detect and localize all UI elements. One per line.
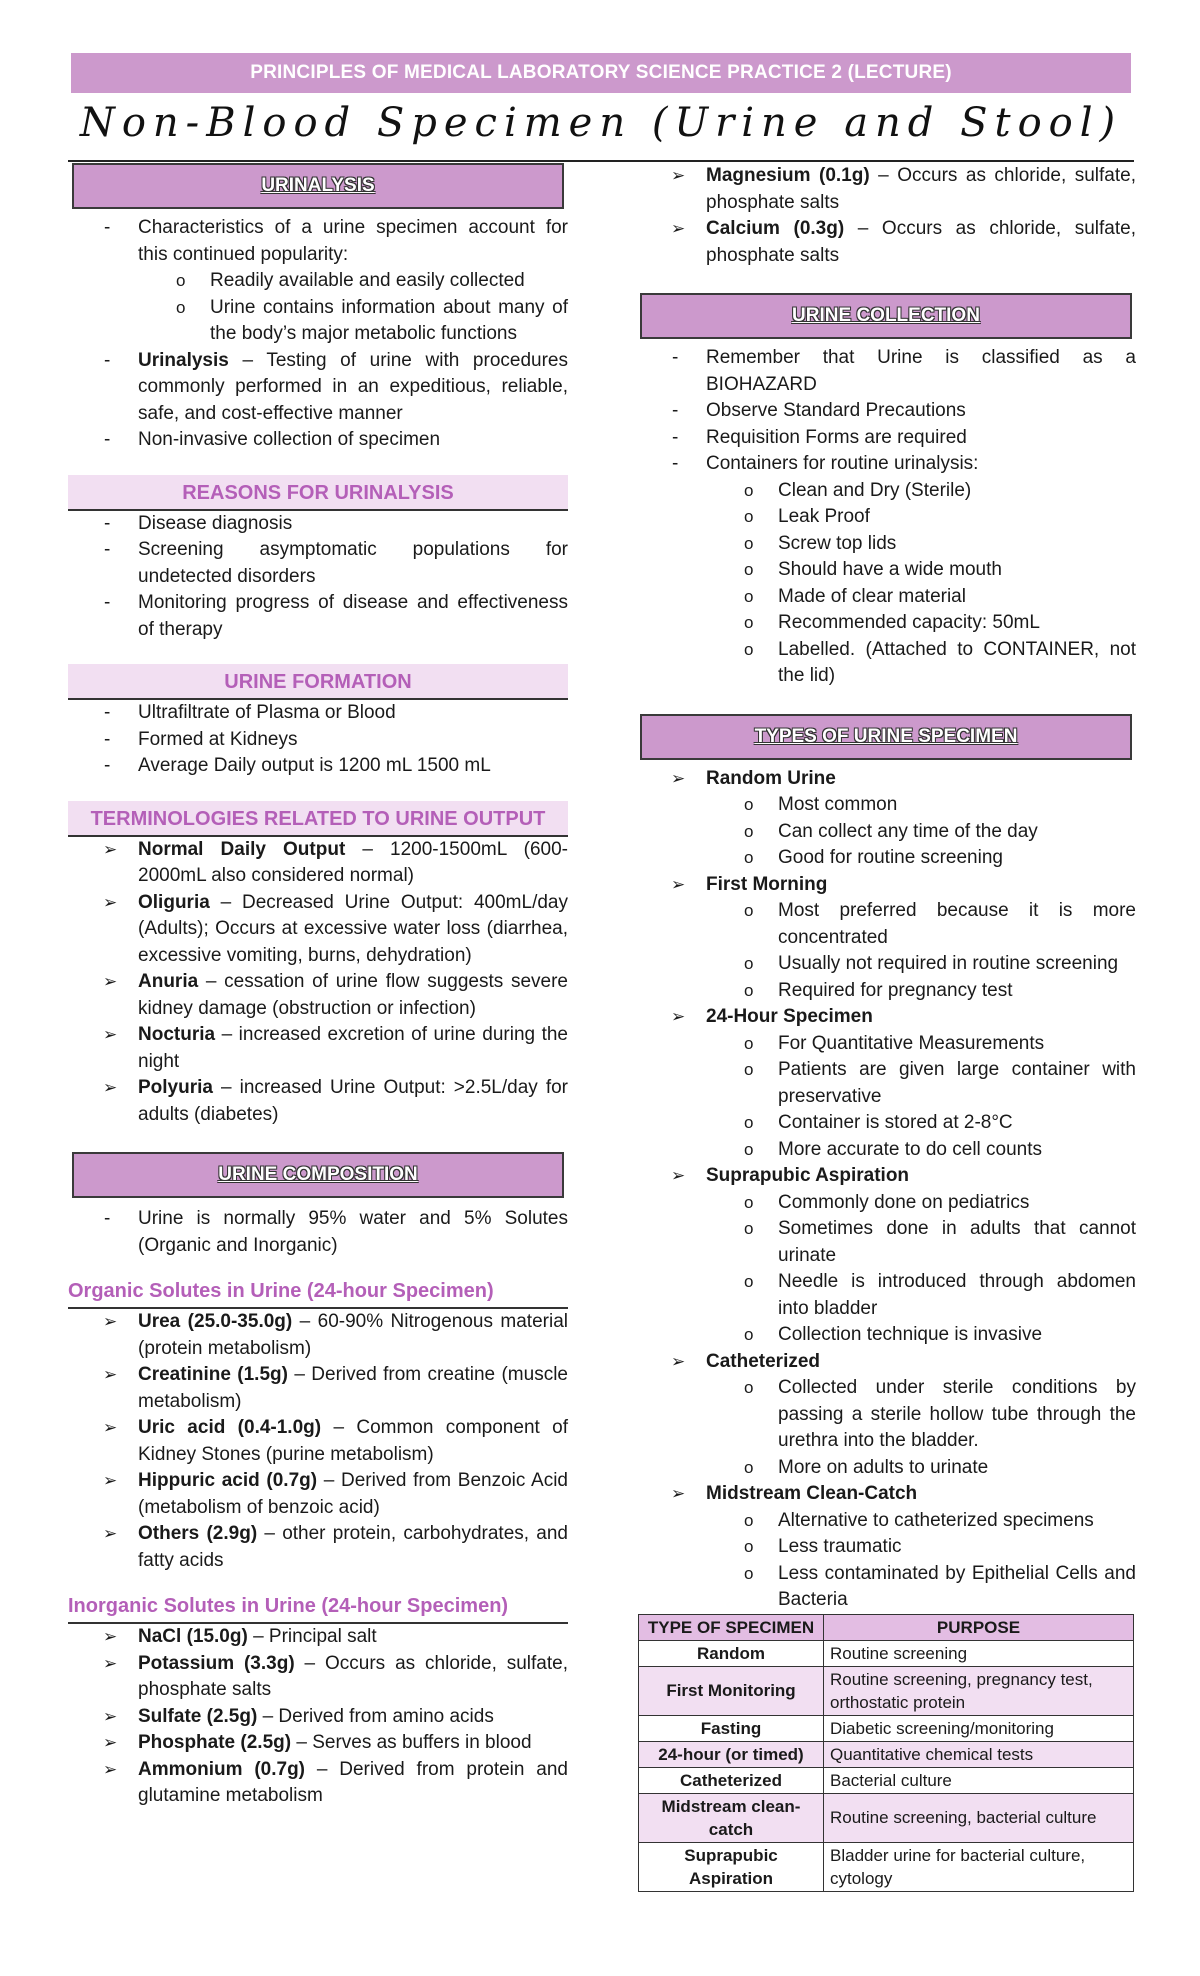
list-item bbox=[68, 1022, 568, 1075]
table-cell: Diabetic screening/monitoring bbox=[824, 1715, 1134, 1741]
term: NaCl (15.0g) bbox=[138, 1626, 248, 1647]
table-cell: First Monitoring bbox=[639, 1666, 824, 1715]
list-item: - Formed at Kidneys bbox=[68, 727, 568, 754]
section-heading-terminologies: TERMINOLOGIES RELATED TO URINE OUTPUT bbox=[68, 801, 568, 837]
table-row bbox=[639, 1767, 1134, 1793]
list-item: - Monitoring progress of disease and effectiveness of therapy bbox=[68, 590, 568, 643]
list-item: - Urine is normally 95% water and 5% Solutes (Organic and Inorganic) bbox=[68, 1206, 568, 1259]
right-column bbox=[636, 163, 1136, 1892]
table-cell: Routine screening, pregnancy test, orthostatic protein bbox=[824, 1666, 1134, 1715]
column-header: TYPE OF SPECIMEN bbox=[639, 1614, 824, 1640]
urinalysis-list bbox=[68, 215, 568, 454]
term: Uric acid (0.4-1.0g) bbox=[138, 1417, 322, 1438]
term: Others (2.9g) bbox=[138, 1523, 258, 1544]
page-title: Non-Blood Specimen (Urine and Stool) bbox=[79, 100, 1123, 146]
section-heading-urinalysis: URINALYSIS bbox=[72, 163, 564, 209]
table-cell: Bladder urine for bacterial culture, cytology bbox=[824, 1842, 1134, 1891]
term: Magnesium (0.1g) bbox=[706, 165, 870, 186]
list-item: o Sometimes done in adults that cannot urinate bbox=[636, 1216, 1136, 1269]
term: Polyuria bbox=[138, 1077, 213, 1098]
list-item bbox=[68, 969, 568, 1022]
list-item bbox=[68, 348, 568, 428]
list-item: o Needle is introduced through abdomen into bladder bbox=[636, 1269, 1136, 1322]
definition: – Common component of Kidney Stones (purine metabolism) bbox=[138, 1417, 568, 1465]
list-item: o Labelled. (Attached to CONTAINER, not the lid) bbox=[636, 637, 1136, 690]
definition: – Derived from amino acids bbox=[257, 1705, 494, 1727]
definition: – other protein, carbohydrates, and fatty acids bbox=[138, 1523, 568, 1571]
list-item: o Clean and Dry (Sterile) bbox=[636, 478, 1136, 505]
list-item bbox=[68, 1624, 568, 1651]
list-item bbox=[68, 1468, 568, 1521]
list-item: o Should have a wide mouth bbox=[636, 557, 1136, 584]
definition: – increased excretion of urine during the night bbox=[138, 1024, 568, 1072]
specimen-type-name: Midstream Clean-Catch bbox=[706, 1483, 918, 1504]
table-cell: Fasting bbox=[639, 1715, 824, 1741]
terminologies-list bbox=[68, 837, 568, 1129]
list-item: - Average Daily output is 1200 mL 1500 mL bbox=[68, 753, 568, 780]
term: Sulfate (2.5g) bbox=[138, 1705, 258, 1727]
list-item: - Requisition Forms are required bbox=[636, 425, 1136, 452]
list-item: o More accurate to do cell counts bbox=[636, 1137, 1136, 1164]
term: Creatinine (1.5g) bbox=[138, 1364, 288, 1385]
term: Urea (25.0-35.0g) bbox=[138, 1311, 293, 1332]
list-item bbox=[636, 1481, 1136, 1508]
list-item: o Screw top lids bbox=[636, 531, 1136, 558]
inorganic-solutes-list bbox=[68, 1624, 568, 1810]
list-item bbox=[68, 1704, 568, 1731]
specimen-type-name: First Morning bbox=[706, 873, 828, 895]
table-cell: 24-hour (or timed) bbox=[639, 1741, 824, 1767]
term: Potassium (3.3g) bbox=[138, 1652, 295, 1674]
list-item bbox=[636, 216, 1136, 269]
list-item: o Patients are given large container with preservative bbox=[636, 1057, 1136, 1110]
list-item bbox=[636, 1349, 1136, 1376]
list-item: - Screening asymptomatic populations for undetected disorders bbox=[68, 537, 568, 590]
list-item bbox=[68, 1521, 568, 1574]
section-heading-urine-composition: URINE COMPOSITION bbox=[72, 1152, 564, 1198]
section-heading-organic-solutes: Organic Solutes in Urine (24-hour Specimen) bbox=[68, 1275, 568, 1309]
definition: – Occurs as chloride, sulfate, phosphate salts bbox=[706, 218, 1136, 266]
list-item bbox=[68, 1730, 568, 1757]
section-heading-urine-collection: URINE COLLECTION bbox=[640, 293, 1132, 339]
list-item: - Containers for routine urinalysis: bbox=[636, 451, 1136, 478]
list-item: o Made of clear material bbox=[636, 584, 1136, 611]
reasons-list bbox=[68, 511, 568, 644]
table-row bbox=[639, 1842, 1134, 1891]
definition: – Occurs as chloride, sulfate, phosphate salts bbox=[138, 1652, 568, 1700]
table-header-row bbox=[639, 1614, 1134, 1640]
term: Anuria bbox=[138, 971, 199, 992]
list-item: - Remember that Urine is classified as a BIOHAZARD bbox=[636, 345, 1136, 398]
table-row bbox=[639, 1640, 1134, 1666]
table-cell: Catheterized bbox=[639, 1767, 824, 1793]
list-item: o Good for routine screening bbox=[636, 845, 1136, 872]
term: Oliguria bbox=[138, 891, 210, 913]
definition: – Testing of urine with procedures commonly performed in an expeditious, reliable, safe, and cost-effective manner bbox=[138, 349, 568, 424]
column-header: PURPOSE bbox=[824, 1614, 1134, 1640]
term: Nocturia bbox=[138, 1024, 216, 1045]
list-item bbox=[68, 837, 568, 890]
list-item: - Characteristics of a urine specimen account for this continued popularity: bbox=[68, 215, 568, 268]
list-item: o Usually not required in routine screening bbox=[636, 951, 1136, 978]
definition: – Serves as buffers in blood bbox=[291, 1732, 532, 1753]
list-item: o Container is stored at 2-8°C bbox=[636, 1110, 1136, 1137]
specimen-purpose-table bbox=[638, 1614, 1134, 1892]
table-row bbox=[639, 1715, 1134, 1741]
table-cell: Routine screening, bacterial culture bbox=[824, 1793, 1134, 1842]
formation-list bbox=[68, 700, 568, 780]
list-item: o Recommended capacity: 50mL bbox=[636, 610, 1136, 637]
list-item bbox=[68, 1757, 568, 1810]
specimen-type-name: 24-Hour Specimen bbox=[706, 1006, 873, 1027]
definition: – Derived from protein and glutamine metabolism bbox=[138, 1758, 569, 1806]
list-item: - Disease diagnosis bbox=[68, 511, 568, 538]
table-cell: Random bbox=[639, 1640, 824, 1666]
definition: – Occurs as chloride, sulfate, phosphate salts bbox=[706, 165, 1136, 213]
list-item: o Collection technique is invasive bbox=[636, 1322, 1136, 1349]
list-item: o More on adults to urinate bbox=[636, 1455, 1136, 1482]
inorganic-solutes-continued-list bbox=[636, 163, 1136, 269]
table-cell: Routine screening bbox=[824, 1640, 1134, 1666]
list-item bbox=[68, 1309, 568, 1362]
table-cell: Bacterial culture bbox=[824, 1767, 1134, 1793]
list-item: o Commonly done on pediatrics bbox=[636, 1190, 1136, 1217]
specimen-types-list bbox=[636, 766, 1136, 1614]
list-item: - Ultrafiltrate of Plasma or Blood bbox=[68, 700, 568, 727]
left-column bbox=[68, 163, 568, 1810]
section-heading-urine-formation: URINE FORMATION bbox=[68, 664, 568, 700]
term: Urinalysis bbox=[138, 349, 229, 371]
specimen-type-name: Random Urine bbox=[706, 767, 836, 789]
table-cell: Suprapubic Aspiration bbox=[639, 1842, 824, 1891]
list-item: o Can collect any time of the day bbox=[636, 819, 1136, 846]
list-item bbox=[636, 163, 1136, 216]
term: Phosphate (2.5g) bbox=[138, 1732, 292, 1753]
definition: – 60-90% Nitrogenous material (protein metabolism) bbox=[138, 1311, 568, 1359]
list-item bbox=[68, 1415, 568, 1468]
specimen-type-name: Suprapubic Aspiration bbox=[706, 1165, 910, 1186]
definition: – Decreased Urine Output: 400mL/day (Adults); Occurs at excessive water loss (diarrhea, excessive vomiting, burns, dehydration) bbox=[138, 891, 568, 966]
specimen-type-name: Catheterized bbox=[706, 1350, 821, 1372]
organic-solutes-list bbox=[68, 1309, 568, 1574]
section-heading-reasons: REASONS FOR URINALYSIS bbox=[68, 475, 568, 511]
list-item: o Collected under sterile conditions by passing a sterile hollow tube through the urethra into the bladder. bbox=[636, 1375, 1136, 1455]
definition: – cessation of urine flow suggests severe kidney damage (obstruction or infection) bbox=[138, 971, 568, 1019]
composition-list bbox=[68, 1206, 568, 1259]
definition: – 1200-1500mL (600-2000mL also considered normal) bbox=[138, 838, 569, 886]
term: Normal Daily Output bbox=[138, 838, 346, 860]
list-item: o Most common bbox=[636, 792, 1136, 819]
list-item: - Observe Standard Precautions bbox=[636, 398, 1136, 425]
section-heading-inorganic-solutes: Inorganic Solutes in Urine (24-hour Specimen) bbox=[68, 1590, 568, 1624]
list-item: o For Quantitative Measurements bbox=[636, 1031, 1136, 1058]
title-divider bbox=[68, 160, 1134, 162]
list-item bbox=[636, 766, 1136, 793]
course-banner: PRINCIPLES OF MEDICAL LABORATORY SCIENCE PRACTICE 2 (LECTURE) bbox=[71, 53, 1131, 93]
list-item: o Most preferred because it is more concentrated bbox=[636, 898, 1136, 951]
definition: – Derived from Benzoic Acid (metabolism of benzoic acid) bbox=[138, 1470, 568, 1518]
table-row bbox=[639, 1666, 1134, 1715]
list-item: o Required for pregnancy test bbox=[636, 978, 1136, 1005]
list-item: o Alternative to catheterized specimens bbox=[636, 1508, 1136, 1535]
list-item bbox=[68, 1651, 568, 1704]
table-row bbox=[639, 1793, 1134, 1842]
table-cell: Midstream clean-catch bbox=[639, 1793, 824, 1842]
list-item: o Urine contains information about many of the body’s major metabolic functions bbox=[68, 295, 568, 348]
definition: – Principal salt bbox=[247, 1626, 377, 1647]
list-item: o Readily available and easily collected bbox=[68, 268, 568, 295]
list-item bbox=[68, 890, 568, 970]
term: Calcium (0.3g) bbox=[706, 218, 845, 239]
list-item: o Leak Proof bbox=[636, 504, 1136, 531]
list-item bbox=[636, 872, 1136, 899]
definition: – Derived from creatine (muscle metabolism) bbox=[138, 1364, 568, 1412]
term: Ammonium (0.7g) bbox=[138, 1758, 306, 1780]
definition: – increased Urine Output: >2.5L/day for adults (diabetes) bbox=[138, 1077, 568, 1125]
list-item: - Non-invasive collection of specimen bbox=[68, 427, 568, 454]
collection-list bbox=[636, 345, 1136, 690]
list-item bbox=[636, 1004, 1136, 1031]
list-item bbox=[636, 1163, 1136, 1190]
list-item bbox=[68, 1362, 568, 1415]
list-item: o Less contaminated by Epithelial Cells and Bacteria bbox=[636, 1561, 1136, 1614]
list-item bbox=[68, 1075, 568, 1128]
term: Hippuric acid (0.7g) bbox=[138, 1470, 318, 1491]
list-item: o Less traumatic bbox=[636, 1534, 1136, 1561]
table-row bbox=[639, 1741, 1134, 1767]
section-heading-types-of-urine-specimen: TYPES OF URINE SPECIMEN bbox=[640, 714, 1132, 760]
table-cell: Quantitative chemical tests bbox=[824, 1741, 1134, 1767]
